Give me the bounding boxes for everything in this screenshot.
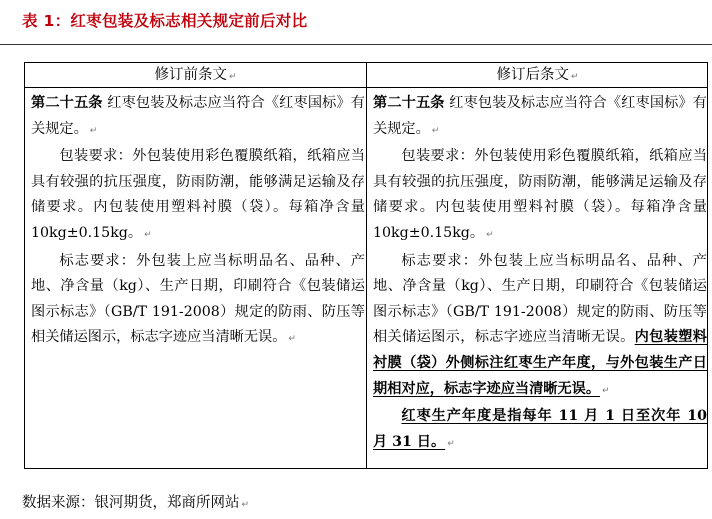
after-paragraph-2: 包装要求：外包装使用彩色覆膜纸箱，纸箱应当具有较强的抗压强度，防雨防潮，能够满足运输及存储要求。内包装使用塑料衬膜（袋）。每箱净含量 10kg±0.15kg。 ↵ [373, 148, 707, 241]
before-paragraph-3: 标志要求：外包装上应当标明品名、品种、产地、净含量（kg）、生产日期，印刷符合《包装储运图示标志》（GB/T 191-2008）规定的防雨、防压等相关储运图示，标志字迹应当清晰无误。 ↵ [31, 252, 365, 346]
column-divider [366, 63, 367, 468]
cell-before [31, 91, 365, 353]
amendment-production-year: 红枣生产年度是指每年 11 月 1 日至次年 10 月 31 日。 [373, 408, 707, 450]
table-caption: 表 1：红枣包装及标志相关规定前后对比 [22, 12, 308, 30]
amendment-inner-bag-label: 内包装塑料衬膜（袋）外侧标注红枣生产年度，与外包装生产日期相对应，标志字迹应当清晰无误。 [373, 329, 707, 397]
before-article-title: 第二十五条 [31, 95, 103, 111]
after-paragraph-3: 标志要求：外包装上应当标明品名、品种、产地、净含量（kg）、生产日期，印刷符合《包装储运图示标志》（GB/T 191-2008）规定的防雨、防压等相关储运图示，标志字迹应当清晰无误。内包装塑料衬膜（袋）外侧标注红枣生产年度，与外包装生产日期相对应，标志字迹应当清晰无误。 ↵ [373, 252, 707, 397]
table-header-row [25, 63, 707, 88]
before-paragraph-2: 包装要求：外包装使用彩色覆膜纸箱，纸箱应当具有较强的抗压强度，防雨防潮，能够满足运输及存储要求。内包装使用塑料衬膜（袋）。每箱净含量 10kg±0.15kg。 ↵ [31, 148, 365, 241]
before-paragraph-1: 第二十五条 红枣包装及标志应当符合《红枣国标》有关规定。 ↵ [31, 95, 365, 137]
cell-after [373, 91, 707, 457]
header-after: 修订后条文 ↵ [496, 67, 579, 83]
after-paragraph-1: 第二十五条 红枣包装及标志应当符合《红枣国标》有关规定。 ↵ [373, 95, 707, 137]
caption-divider [0, 44, 712, 45]
after-paragraph-4: 红枣生产年度是指每年 11 月 1 日至次年 10 月 31 日。 ↵ [373, 408, 707, 450]
data-source: 数据来源：银河期货，郑商所网站 ↵ [22, 495, 250, 511]
after-article-title: 第二十五条 [373, 95, 445, 111]
comparison-table [24, 62, 708, 469]
header-before: 修订前条文 ↵ [154, 67, 237, 83]
